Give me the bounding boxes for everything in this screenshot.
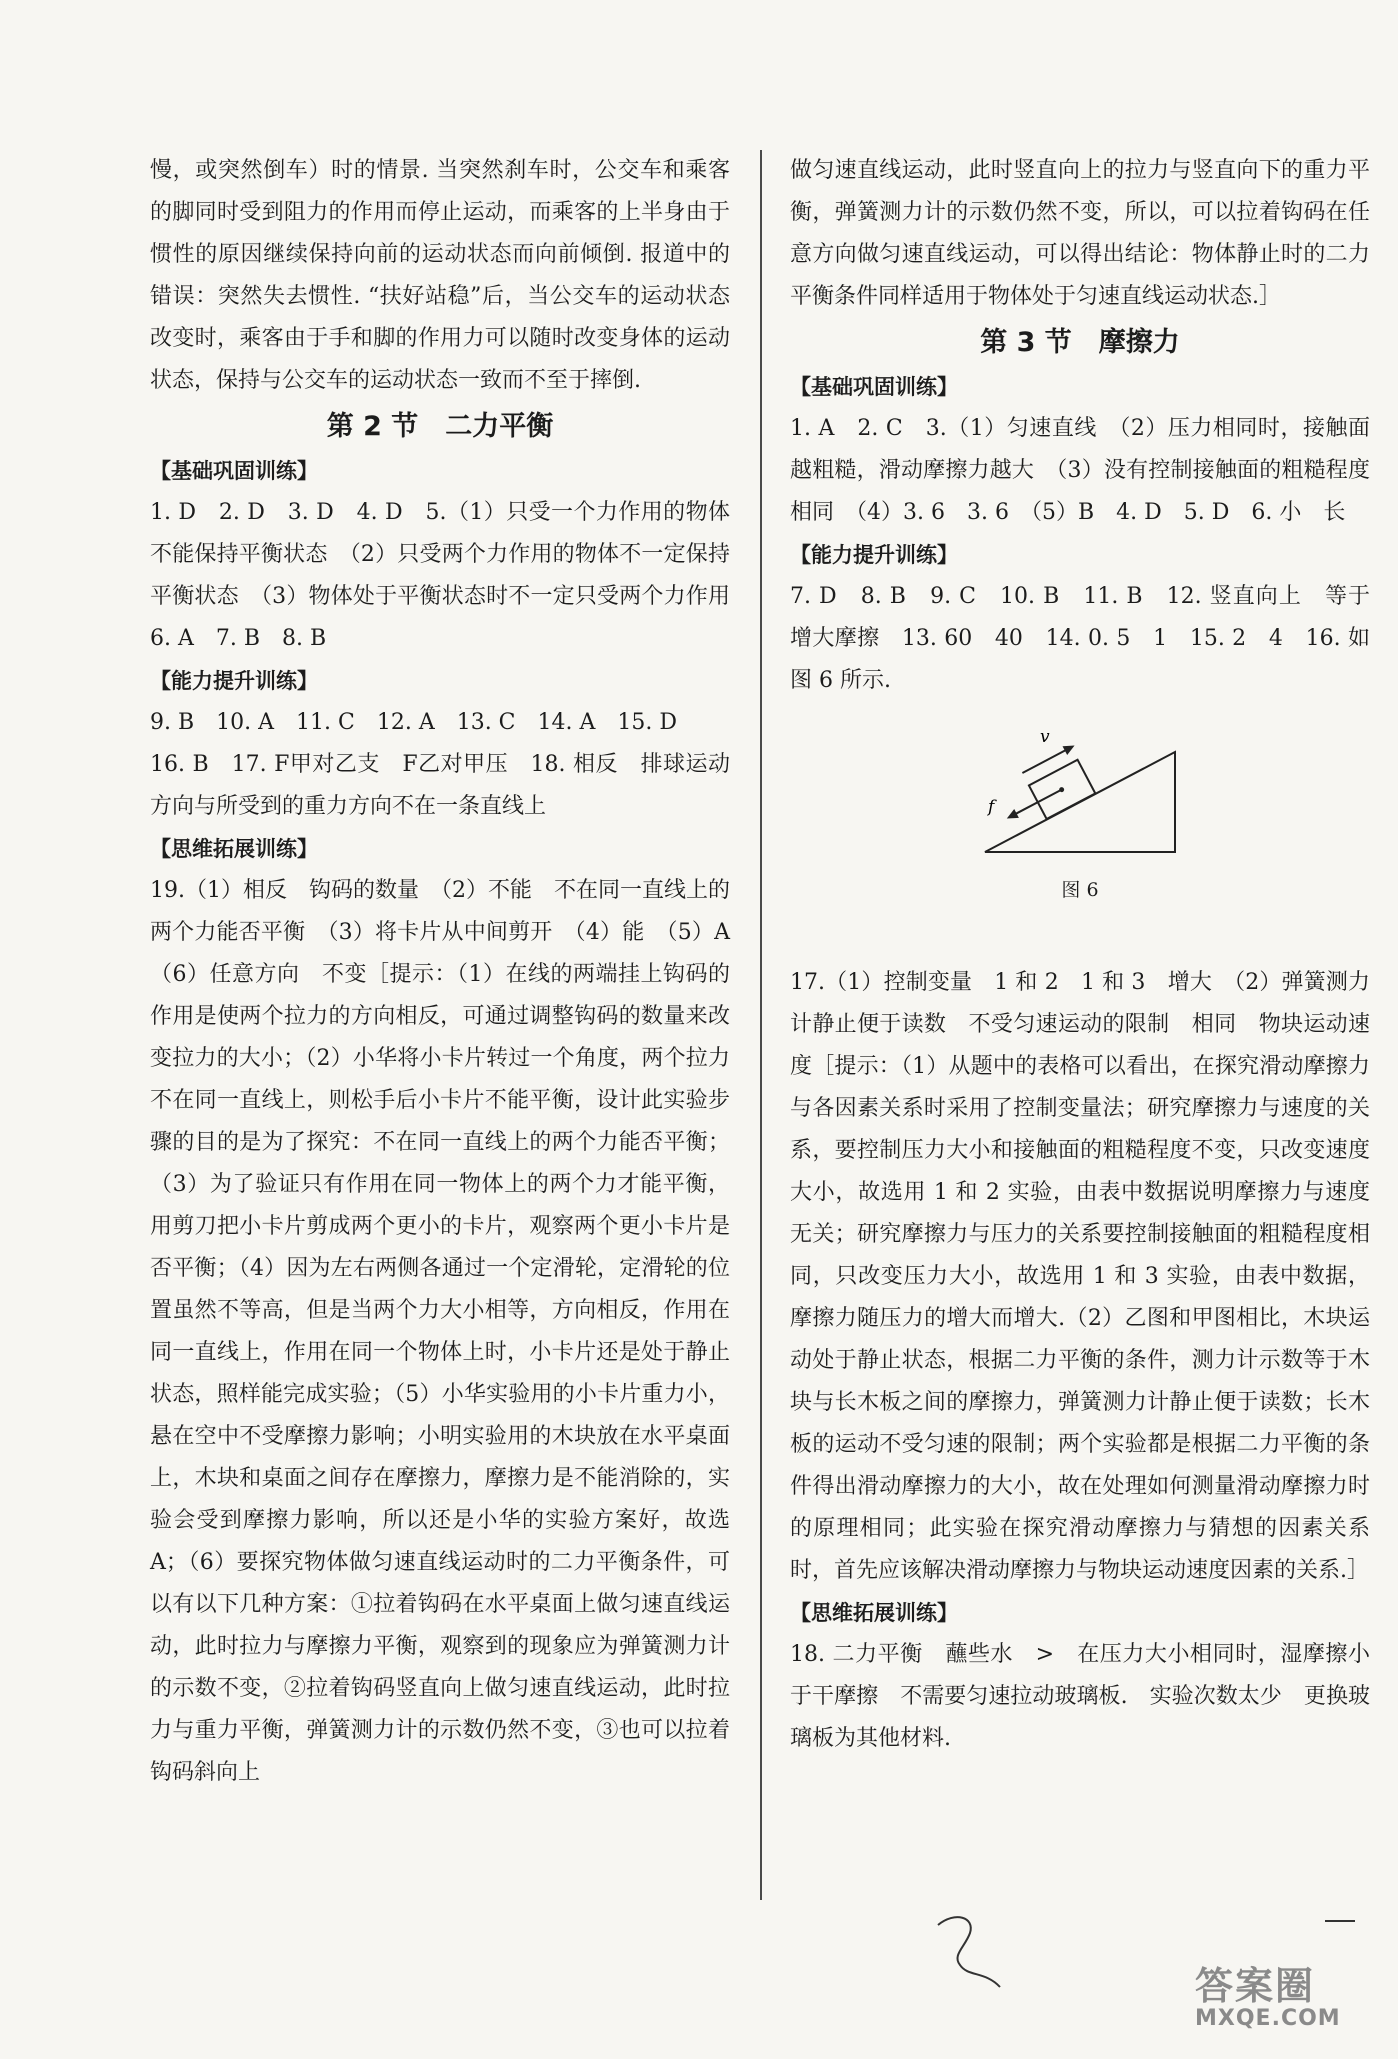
s3-ability-heading: 【能力提升训练】 — [790, 543, 958, 567]
q17-answers: 17.（1）控制变量 1 和 2 1 和 3 增大 （2）弹簧测力计静止便于读数 不受匀速运动的限制 相同 物块运动速度［提示：（1）从题中的表格可以看出，在探究滑动摩擦力与各因素关系时采用了控制变量法；研究摩擦力与速度的关系，要控制压力大小和接触面的粗糙程度不变，只改变速度大小，故选用 1 和 2 实验，由表中数据说明摩擦力与速度无关；研究摩擦力与压力的关系要控制接触面的粗糙程度相同，只改变压力大小，故选用 1 和 3 实验，由表中数据，摩擦力随压力的增大而增大.（2）乙图和甲图相比，木块运动处于静止状态，根据二力平衡的条件，测力计示数等于木块与长木板之间的摩擦力，弹簧测力计静止便于读数；长木板的运动不受匀速的限制；两个实验都是根据二力平衡的条件得出滑动摩擦力的大小，故在处理如何测量滑动摩擦力时的原理相同；此实验在探究滑动摩擦力与猜想的因素关系时，首先应该解决滑动摩擦力与物块运动速度因素的关系.］ — [790, 970, 1370, 1583]
friction-arrow — [1011, 790, 1061, 817]
s2-ability-heading: 【能力提升训练】 — [150, 669, 318, 693]
velocity-arrow — [1022, 748, 1069, 773]
s2-basic-heading: 【基础巩固训练】 — [150, 459, 318, 483]
s3-basic-answers: 1. A 2. C 3.（1）匀速直线 （2）压力相同时，接触面越粗糙，滑动摩擦力越大 （3）没有控制接触面的粗糙程度相同 （4）3. 6 3. 6 （5）B 4. D 5. D 6. 小 长 — [790, 416, 1370, 525]
watermark-site: MXQE.COM — [1195, 2006, 1341, 2031]
left-column — [150, 150, 753, 1794]
section-2-title: 第 2 节 二力平衡 — [326, 411, 554, 442]
page-number-dash — [1325, 1920, 1355, 1922]
friction-label: f — [988, 797, 995, 817]
column-divider — [760, 150, 762, 1900]
q18-answers: 18. 二力平衡 蘸些水 > 在压力大小相同时，湿摩擦小于干摩擦 不需要匀速拉动玻璃板. 实验次数太少 更换玻璃板为其他材料. — [790, 1642, 1370, 1751]
velocity-label: v — [1040, 727, 1050, 747]
velocity-arrowhead — [1063, 741, 1077, 755]
figure-6 — [790, 702, 1370, 962]
watermark-logo: 答案圈 — [1195, 1964, 1316, 2008]
s3-basic-heading: 【基础巩固训练】 — [790, 375, 958, 399]
intro-paragraph: 慢，或突然倒车）时的情景. 当突然刹车时，公交车和乘客的脚同时受到阻力的作用而停止运动，而乘客的上半身由于惯性的原因继续保持向前的运动状态而向前倾倒. 报道中的错误：突然失去惯性. “扶好站稳”后，当公交车的运动状态改变时，乘客由于手和脚的作用力可以随时改变身体的运动状态，保持与公交车的运动状态一致而不至于摔倒. — [150, 158, 730, 393]
incline-diagram — [980, 712, 1180, 862]
s3-thinking-heading: 【思维拓展训练】 — [790, 1601, 958, 1625]
right-column — [790, 150, 1393, 1760]
s2-basic-answers: 1. D 2. D 3. D 4. D 5.（1）只受一个力作用的物体不能保持平衡状态 （2）只受两个力作用的物体不一定保持平衡状态 （3）物体处于平衡状态时不一定只受两个力作用 6. A 7. B 8. B — [150, 500, 753, 651]
continued-paragraph: 做匀速直线运动，此时竖直向上的拉力与竖直向下的重力平衡，弹簧测力计的示数仍然不变，所以，可以拉着钩码在任意方向做匀速直线运动，可以得出结论：物体静止时的二力平衡条件同样适用于物体处于匀速直线运动状态.］ — [790, 158, 1370, 309]
s2-thinking-heading: 【思维拓展训练】 — [150, 837, 318, 861]
s2-thinking-answers: 19.（1）相反 钩码的数量 （2）不能 不在同一直线上的两个力能否平衡 （3）将卡片从中间剪开 （4）能 （5）A （6）任意方向 不变［提示：（1）在线的两端挂上钩码的作用是使两个拉力的方向相反，可通过调整钩码的数量来改变拉力的大小；（2）小华将小卡片转过一个角度，两个拉力不在同一直线上，则松手后小卡片不能平衡，设计此实验步骤的目的是为了探究：不在同一直线上的两个力能否平衡；（3）为了验证只有作用在同一物体上的两个力才能平衡，用剪刀把小卡片剪成两个更小的卡片，观察两个更小卡片是否平衡；（4）因为左右两侧各通过一个定滑轮，定滑轮的位置虽然不等高，但是当两个力大小相等，方向相反，作用在同一直线上，作用在同一个物体上时，小卡片还是处于静止状态，照样能完成实验；（5）小华实验用的小卡片重力小，悬在空中不受摩擦力影响；小明实验用的木块放在水平桌面上，木块和桌面之间存在摩擦力，摩擦力是不能消除的，实验会受到摩擦力影响，所以还是小华的实验方案好，故选 A；（6）要探究物体做匀速直线运动时的二力平衡条件，可以有以下几种方案：①拉着钩码在水平桌面上做匀速直线运动，此时拉力与摩擦力平衡，观察到的现象应为弹簧测力计的示数不变，②拉着钩码竖直向上做匀速直线运动，此时拉力与重力平衡，弹簧测力计的示数仍然不变，③也可以拉着钩码斜向上 — [150, 878, 753, 1785]
handwritten-mark — [930, 1905, 1020, 1995]
figure-caption: 图 6 — [1061, 879, 1099, 901]
s2-ability-answers-2: 16. B 17. F甲对乙支 F乙对甲压 18. 相反 排球运动方向与所受到的重力方向不在一条直线上 — [150, 752, 730, 819]
section-3-title: 第 3 节 摩擦力 — [980, 327, 1180, 358]
friction-arrowhead — [1004, 809, 1018, 823]
s2-ability-answers-1: 9. B 10. A 11. C 12. A 13. C 14. A 15. D — [150, 710, 678, 735]
watermark — [1195, 1955, 1385, 2050]
s3-ability-answers: 7. D 8. B 9. C 10. B 11. B 12. 竖直向上 等于 增大摩擦 13. 60 40 14. 0. 5 1 15. 2 4 16. 如图 6 所示. — [790, 584, 1393, 693]
